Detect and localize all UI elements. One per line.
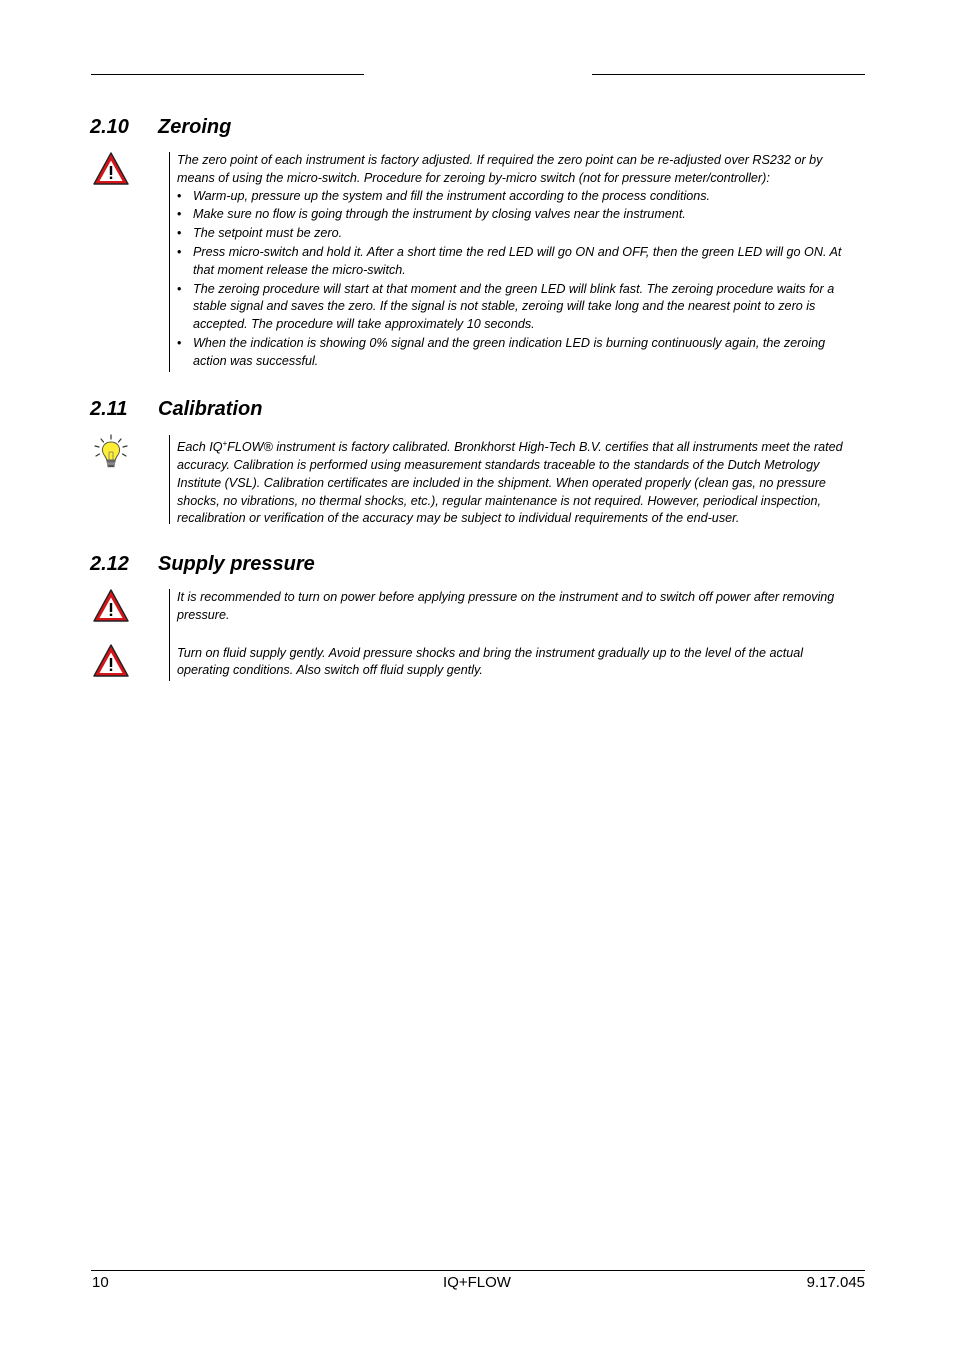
section-title: Zeroing: [158, 116, 232, 138]
calibration-paragraph: [177, 435, 857, 528]
section-title: Supply pressure: [158, 553, 315, 575]
list-item: • The zeroing procedure will start at that moment and the green LED will blink fast. The zeroing procedure waits for a stable signal and saves the zero. If the signal is not stable, zeroing will take long and the nearest point to zero is accepted. The procedure will take approximately 10 seconds.: [177, 281, 857, 334]
list-item: • The setpoint must be zero.: [177, 225, 857, 243]
footer-product-name: IQ+FLOW: [443, 1274, 511, 1291]
section-number: 2.12: [90, 553, 129, 575]
warning-triangle-icon: [92, 643, 130, 679]
list-item: • Make sure no flow is going through the instrument by closing valves near the instrument.: [177, 206, 857, 224]
document-number: 9.17.045: [806, 1274, 865, 1291]
warning-triangle-icon: [92, 151, 130, 187]
list-item: • When the indication is showing 0% signal and the green indication LED is burning continuously again, the zeroing action was successful.: [177, 335, 857, 371]
section-heading-calibration: [90, 397, 262, 421]
page-number: 10: [92, 1274, 109, 1291]
section-heading-zeroing: [90, 115, 231, 139]
supply-paragraph-fluid: Turn on fluid supply gently. Avoid pressure shocks and bring the instrument gradually up to the level of the actual operating conditions. Also switch off fluid supply gently.: [177, 645, 804, 678]
calibration-text-rest: FLOW® instrument is factory calibrated. Bronkhorst High-Tech B.V. certifies that all instruments meet the rated accuracy. Calibration is performed using measurement standards traceable to the standards of the Dutch Metrology Institute (VSL). Calibration certificates are included in the shipment. When operated properly (clean gas, no pressure shocks, no vibrations, no thermal shocks, etc.), regular maintenance is not required. However, periodical inspection, recalibration or verification of the accuracy may be subject to individual requirements of the end-user.: [177, 440, 843, 526]
calibration-text-start: Each IQ: [177, 440, 223, 455]
calibration-text-block: [169, 435, 857, 524]
supply-pressure-text-block: [169, 589, 857, 681]
lightbulb-icon: [92, 434, 130, 470]
superscript-plus: +: [222, 439, 228, 448]
header-rule-right: [592, 74, 865, 75]
list-item: • Press micro-switch and hold it. After a short time the red LED will go ON and OFF, then the green LED will go ON. At that moment release the micro-switch.: [177, 244, 857, 280]
list-item: • Warm-up, pressure up the system and fill the instrument according to the process conditions.: [177, 188, 857, 206]
zeroing-intro: The zero point of each instrument is factory adjusted. If required the zero point can be re-adjusted over RS232 or by means of using the micro-switch. Procedure for zeroing by-micro switch (not for pressure meter/controller):: [177, 153, 823, 185]
section-heading-supply-pressure: [90, 552, 315, 576]
zeroing-steps-list: [177, 188, 857, 371]
footer-rule: [91, 1270, 865, 1271]
section-number: 2.11: [90, 398, 128, 420]
header-rule-left: [91, 74, 364, 75]
zeroing-text-block: [169, 152, 857, 372]
section-title: Calibration: [158, 398, 263, 420]
supply-paragraph-power: It is recommended to turn on power before applying pressure on the instrument and to switch off power after removing pressure.: [177, 590, 835, 622]
paragraph-spacer: [177, 625, 857, 645]
section-number: 2.10: [90, 116, 129, 138]
warning-triangle-icon: [92, 588, 130, 624]
